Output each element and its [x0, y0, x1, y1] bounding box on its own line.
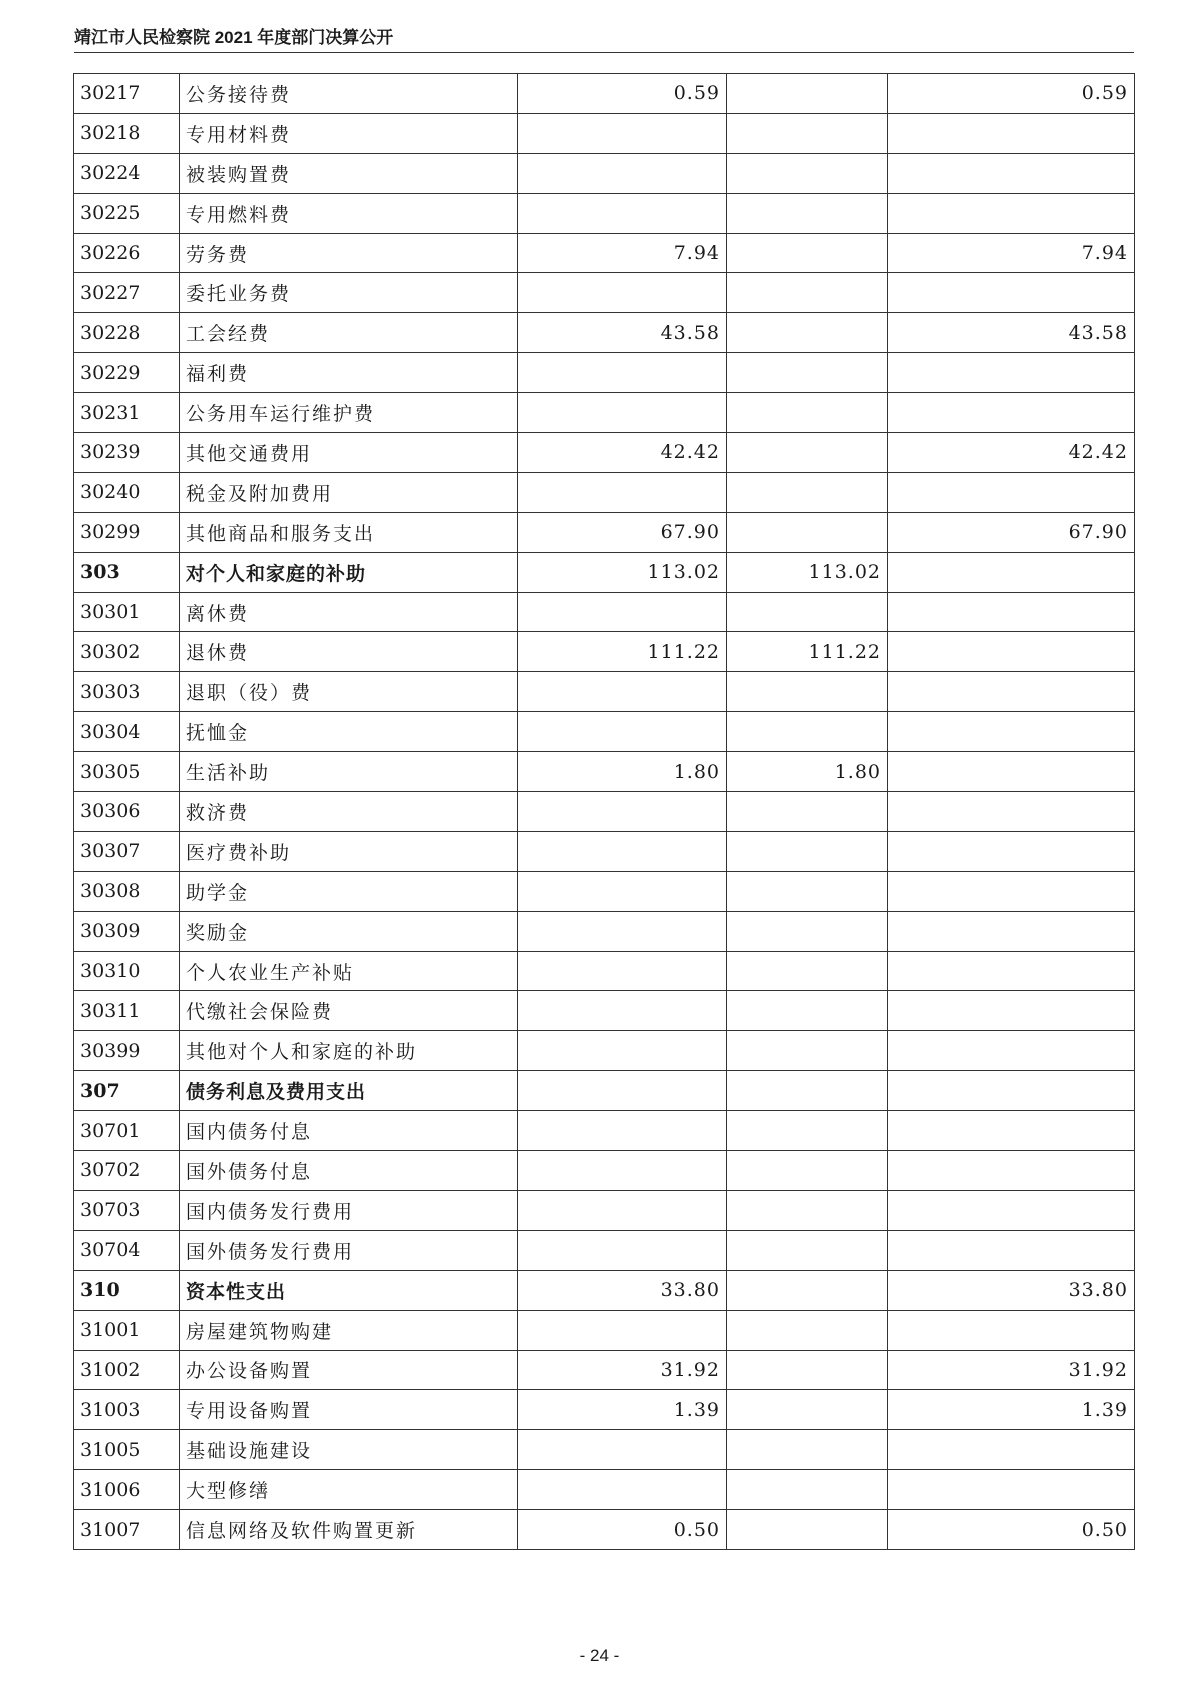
table-row [74, 472, 1135, 512]
cell-project [888, 1031, 1135, 1071]
cell-total: 0.59 [518, 74, 727, 114]
cell-total [518, 871, 727, 911]
table-row [74, 74, 1135, 114]
cell-project [888, 1071, 1135, 1111]
cell-code: 30306 [74, 792, 180, 832]
table-row [74, 1510, 1135, 1550]
cell-basic [727, 831, 888, 871]
table-row [74, 712, 1135, 752]
cell-total [518, 951, 727, 991]
cell-total [518, 193, 727, 233]
cell-name: 劳务费 [180, 233, 518, 273]
table-row-group [74, 552, 1135, 592]
cell-project: 31.92 [888, 1350, 1135, 1390]
cell-total [518, 472, 727, 512]
cell-name: 退休费 [180, 632, 518, 672]
header-divider [74, 52, 1134, 53]
cell-project [888, 991, 1135, 1031]
cell-total [518, 1151, 727, 1191]
cell-basic [727, 871, 888, 911]
cell-project [888, 911, 1135, 951]
table-row [74, 1310, 1135, 1350]
table-row-group [74, 1071, 1135, 1111]
expenditure-table [73, 73, 1135, 1550]
cell-code: 310 [74, 1270, 180, 1310]
cell-code: 30217 [74, 74, 180, 114]
cell-project: 33.80 [888, 1270, 1135, 1310]
cell-project [888, 552, 1135, 592]
cell-basic [727, 233, 888, 273]
cell-basic [727, 313, 888, 353]
cell-code: 30218 [74, 113, 180, 153]
cell-basic [727, 592, 888, 632]
table-row [74, 512, 1135, 552]
cell-total: 113.02 [518, 552, 727, 592]
cell-name: 大型修缮 [180, 1470, 518, 1510]
cell-project [888, 752, 1135, 792]
cell-total [518, 1111, 727, 1151]
cell-code: 30309 [74, 911, 180, 951]
table-row [74, 1151, 1135, 1191]
cell-name: 基础设施建设 [180, 1430, 518, 1470]
cell-total [518, 792, 727, 832]
cell-total [518, 1470, 727, 1510]
cell-name: 办公设备购置 [180, 1350, 518, 1390]
cell-total [518, 911, 727, 951]
cell-basic [727, 1510, 888, 1550]
table-row [74, 393, 1135, 433]
cell-name: 个人农业生产补贴 [180, 951, 518, 991]
cell-code: 30225 [74, 193, 180, 233]
cell-project [888, 1470, 1135, 1510]
cell-name: 福利费 [180, 353, 518, 393]
cell-total [518, 592, 727, 632]
cell-basic [727, 353, 888, 393]
table-row [74, 313, 1135, 353]
cell-project [888, 193, 1135, 233]
cell-project: 42.42 [888, 433, 1135, 473]
cell-project: 0.50 [888, 1510, 1135, 1550]
table-row [74, 831, 1135, 871]
cell-project [888, 672, 1135, 712]
cell-code: 30704 [74, 1230, 180, 1270]
cell-code: 30304 [74, 712, 180, 752]
table-row [74, 991, 1135, 1031]
cell-name: 资本性支出 [180, 1270, 518, 1310]
cell-total: 7.94 [518, 233, 727, 273]
cell-total [518, 393, 727, 433]
cell-basic [727, 792, 888, 832]
table-row [74, 792, 1135, 832]
table-row [74, 871, 1135, 911]
cell-project [888, 1310, 1135, 1350]
cell-basic [727, 911, 888, 951]
cell-code: 303 [74, 552, 180, 592]
cell-code: 31002 [74, 1350, 180, 1390]
cell-code: 30399 [74, 1031, 180, 1071]
cell-basic [727, 1470, 888, 1510]
cell-code: 30227 [74, 273, 180, 313]
cell-code: 31007 [74, 1510, 180, 1550]
cell-name: 助学金 [180, 871, 518, 911]
cell-basic [727, 1270, 888, 1310]
cell-code: 30226 [74, 233, 180, 273]
cell-project: 43.58 [888, 313, 1135, 353]
cell-total [518, 273, 727, 313]
cell-name: 委托业务费 [180, 273, 518, 313]
cell-basic [727, 273, 888, 313]
cell-code: 30224 [74, 153, 180, 193]
cell-name: 债务利息及费用支出 [180, 1071, 518, 1111]
cell-name: 专用材料费 [180, 113, 518, 153]
cell-code: 30229 [74, 353, 180, 393]
cell-total [518, 672, 727, 712]
cell-name: 救济费 [180, 792, 518, 832]
table-row [74, 1470, 1135, 1510]
cell-basic [727, 1390, 888, 1430]
cell-basic [727, 1430, 888, 1470]
cell-project [888, 831, 1135, 871]
cell-basic [727, 712, 888, 752]
cell-total [518, 1230, 727, 1270]
cell-basic: 113.02 [727, 552, 888, 592]
cell-basic [727, 1190, 888, 1230]
cell-code: 30301 [74, 592, 180, 632]
cell-project: 67.90 [888, 512, 1135, 552]
cell-total: 1.39 [518, 1390, 727, 1430]
table-row [74, 1390, 1135, 1430]
cell-basic [727, 1151, 888, 1191]
cell-basic [727, 74, 888, 114]
page-number: - 24 - [579, 1646, 620, 1665]
cell-project: 7.94 [888, 233, 1135, 273]
table-row [74, 433, 1135, 473]
cell-basic [727, 153, 888, 193]
cell-basic [727, 393, 888, 433]
cell-project: 0.59 [888, 74, 1135, 114]
cell-code: 31005 [74, 1430, 180, 1470]
cell-name: 专用燃料费 [180, 193, 518, 233]
cell-basic [727, 1111, 888, 1151]
cell-project [888, 153, 1135, 193]
cell-code: 30302 [74, 632, 180, 672]
cell-code: 30228 [74, 313, 180, 353]
cell-code: 307 [74, 1071, 180, 1111]
table-row [74, 153, 1135, 193]
table-row [74, 672, 1135, 712]
cell-basic [727, 113, 888, 153]
cell-basic [727, 1310, 888, 1350]
cell-name: 退职（役）费 [180, 672, 518, 712]
cell-name: 被装购置费 [180, 153, 518, 193]
cell-total [518, 153, 727, 193]
cell-basic [727, 1350, 888, 1390]
table-row [74, 353, 1135, 393]
table-row-group [74, 1270, 1135, 1310]
cell-total: 42.42 [518, 433, 727, 473]
cell-project [888, 273, 1135, 313]
cell-total [518, 831, 727, 871]
cell-name: 国外债务付息 [180, 1151, 518, 1191]
cell-project [888, 951, 1135, 991]
table-row [74, 592, 1135, 632]
cell-code: 30231 [74, 393, 180, 433]
cell-code: 31006 [74, 1470, 180, 1510]
cell-name: 专用设备购置 [180, 1390, 518, 1430]
cell-name: 公务用车运行维护费 [180, 393, 518, 433]
cell-project [888, 1111, 1135, 1151]
cell-name: 国内债务发行费用 [180, 1190, 518, 1230]
table-row [74, 233, 1135, 273]
cell-name: 对个人和家庭的补助 [180, 552, 518, 592]
cell-basic: 1.80 [727, 752, 888, 792]
cell-total [518, 1071, 727, 1111]
table-row [74, 1031, 1135, 1071]
cell-code: 31003 [74, 1390, 180, 1430]
cell-name: 抚恤金 [180, 712, 518, 752]
table-row [74, 632, 1135, 672]
cell-total [518, 1190, 727, 1230]
cell-total: 33.80 [518, 1270, 727, 1310]
cell-name: 国外债务发行费用 [180, 1230, 518, 1270]
cell-code: 30310 [74, 951, 180, 991]
cell-code: 30311 [74, 991, 180, 1031]
cell-project [888, 353, 1135, 393]
cell-basic [727, 991, 888, 1031]
cell-basic [727, 433, 888, 473]
document-header: 靖江市人民检察院 2021 年度部门决算公开 [74, 28, 394, 47]
table-row [74, 752, 1135, 792]
cell-total [518, 1310, 727, 1350]
cell-code: 30703 [74, 1190, 180, 1230]
cell-basic [727, 512, 888, 552]
cell-project [888, 1190, 1135, 1230]
cell-name: 其他交通费用 [180, 433, 518, 473]
cell-project [888, 1151, 1135, 1191]
cell-total [518, 1430, 727, 1470]
cell-project [888, 113, 1135, 153]
cell-code: 30240 [74, 472, 180, 512]
cell-name: 生活补助 [180, 752, 518, 792]
cell-name: 其他商品和服务支出 [180, 512, 518, 552]
table-row [74, 1111, 1135, 1151]
cell-code: 30308 [74, 871, 180, 911]
cell-basic [727, 193, 888, 233]
cell-basic [727, 1071, 888, 1111]
cell-code: 30701 [74, 1111, 180, 1151]
cell-name: 公务接待费 [180, 74, 518, 114]
cell-name: 医疗费补助 [180, 831, 518, 871]
cell-code: 30303 [74, 672, 180, 712]
cell-project [888, 792, 1135, 832]
cell-basic [727, 1031, 888, 1071]
cell-code: 30299 [74, 512, 180, 552]
cell-name: 工会经费 [180, 313, 518, 353]
cell-code: 30702 [74, 1151, 180, 1191]
table-row [74, 113, 1135, 153]
table-row [74, 273, 1135, 313]
cell-basic [727, 672, 888, 712]
cell-project [888, 592, 1135, 632]
table-row [74, 1190, 1135, 1230]
cell-basic [727, 1230, 888, 1270]
cell-name: 离休费 [180, 592, 518, 632]
cell-name: 国内债务付息 [180, 1111, 518, 1151]
cell-name: 代缴社会保险费 [180, 991, 518, 1031]
table-row [74, 911, 1135, 951]
cell-project [888, 393, 1135, 433]
cell-project [888, 632, 1135, 672]
cell-total: 1.80 [518, 752, 727, 792]
cell-project: 1.39 [888, 1390, 1135, 1430]
table-row [74, 1350, 1135, 1390]
table-body [74, 74, 1135, 1550]
table-row [74, 1430, 1135, 1470]
cell-name: 房屋建筑物购建 [180, 1310, 518, 1350]
cell-name: 税金及附加费用 [180, 472, 518, 512]
cell-total [518, 113, 727, 153]
cell-total: 67.90 [518, 512, 727, 552]
cell-code: 30305 [74, 752, 180, 792]
cell-total [518, 1031, 727, 1071]
cell-name: 奖励金 [180, 911, 518, 951]
cell-code: 30239 [74, 433, 180, 473]
cell-project [888, 1230, 1135, 1270]
cell-total [518, 712, 727, 752]
cell-code: 30307 [74, 831, 180, 871]
cell-total [518, 353, 727, 393]
cell-code: 31001 [74, 1310, 180, 1350]
cell-basic: 111.22 [727, 632, 888, 672]
cell-basic [727, 472, 888, 512]
cell-project [888, 1430, 1135, 1470]
table-row [74, 1230, 1135, 1270]
cell-basic [727, 951, 888, 991]
table-row [74, 951, 1135, 991]
cell-project [888, 871, 1135, 911]
cell-name: 其他对个人和家庭的补助 [180, 1031, 518, 1071]
cell-total: 31.92 [518, 1350, 727, 1390]
cell-project [888, 712, 1135, 752]
cell-total: 43.58 [518, 313, 727, 353]
cell-total: 0.50 [518, 1510, 727, 1550]
cell-total [518, 991, 727, 1031]
table-row [74, 193, 1135, 233]
cell-project [888, 472, 1135, 512]
cell-name: 信息网络及软件购置更新 [180, 1510, 518, 1550]
cell-total: 111.22 [518, 632, 727, 672]
